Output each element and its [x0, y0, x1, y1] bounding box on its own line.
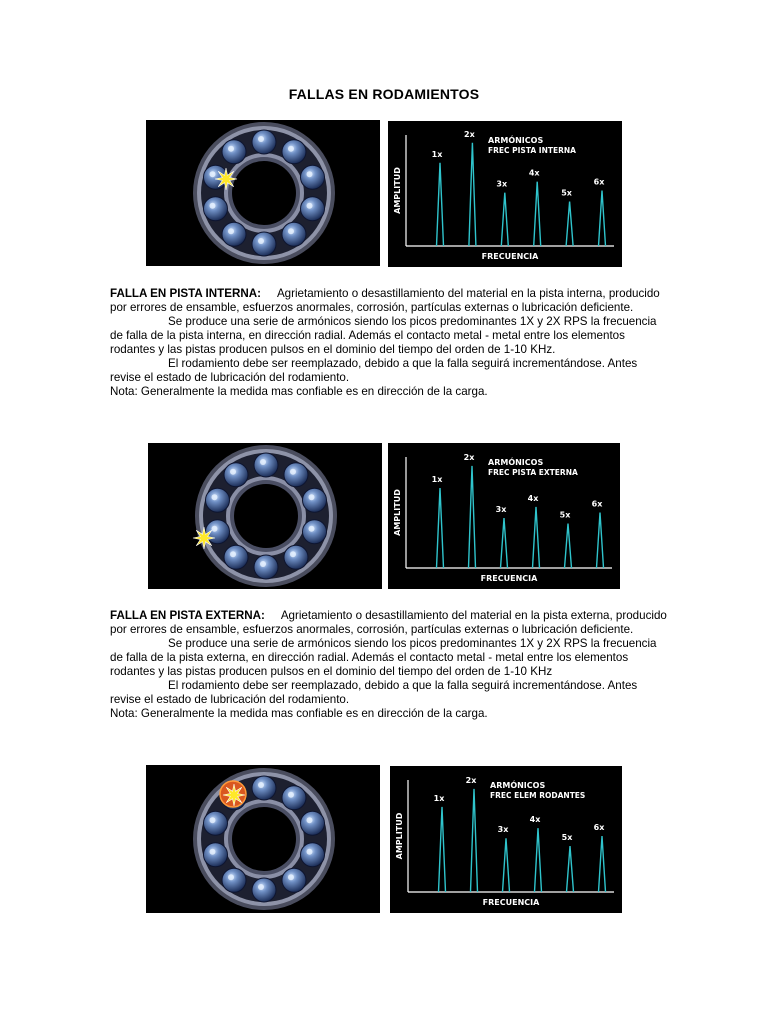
section-paragraph: El rodamiento debe ser reemplazado, debido a que la falla seguirá incrementándose. Antes revise el estado de lubricación del rodamiento.: [110, 357, 638, 384]
rolling-element: [282, 786, 306, 810]
rolling-element: [222, 222, 246, 246]
section-paragraph: Se produce una serie de armónicos siendo los picos predominantes 1X y 2X RPS la frecuencia de falla de la pista externa, en dirección radial. Además el contacto metal - metal entre los elementos rodantes y las pistas producen pulsos en el dominio del tiempo del orden de 1-10 KHz: [110, 637, 657, 678]
rolling-element: [203, 197, 227, 221]
peak-label-2x: 2x: [464, 129, 475, 139]
rolling-element: [303, 520, 327, 544]
rolling-element: [282, 868, 306, 892]
chart-title: ARMÓNICOS: [490, 781, 546, 790]
peak-label-1x: 1x: [431, 149, 443, 159]
section-note: Nota: Generalmente la medida mas confiable es en dirección de la carga.: [110, 385, 488, 398]
rolling-element: [224, 463, 248, 487]
peak-label-3x: 3x: [495, 505, 507, 515]
peak-label-2x: 2x: [465, 775, 477, 785]
section-paragraph: El rodamiento debe ser reemplazado, debido a que la falla seguirá incrementándose. Antes revise el estado de lubricación del rodamiento.: [110, 679, 638, 706]
y-axis-label: AMPLITUD: [395, 812, 404, 860]
bearing-image-inner-race: [146, 120, 380, 266]
peak-label-4x: 4x: [527, 493, 539, 503]
section-intro: Agrietamiento o desastillamiento del material en la pista externa, producido por errores de ensamble, esfuerzos anormales, corrosión, partículas externas o lubricación deficiente.: [110, 609, 667, 636]
peak-label-6x: 6x: [593, 823, 605, 832]
section-intro: Agrietamiento o desastillamiento del material en la pista interna, producido por errores de ensamble, esfuerzos anormales, corrosión, partículas externas o lubricación deficiente.: [110, 287, 660, 314]
fault-spark: [215, 168, 237, 190]
peak-label-3x: 3x: [496, 179, 508, 189]
section-note: Nota: Generalmente la medida mas confiable es en dirección de la carga.: [110, 707, 488, 720]
rolling-element: [252, 776, 276, 800]
chart-subtitle: FREC PISTA EXTERNA: [488, 468, 578, 477]
bearing-image-outer-race: [148, 443, 382, 589]
x-axis-label: FRECUENCIA: [481, 252, 539, 261]
section-inner-race: [110, 287, 670, 399]
fault-spark: [193, 527, 215, 549]
peak-label-1x: 1x: [433, 793, 445, 803]
y-axis-label: AMPLITUD: [393, 167, 402, 214]
peak-label-1x: 1x: [431, 475, 443, 485]
peak-label-4x: 4x: [528, 168, 540, 178]
chart-title: ARMÓNICOS: [488, 136, 544, 145]
peak-label-3x: 3x: [497, 825, 509, 835]
rolling-element: [282, 140, 306, 164]
chart-subtitle: FREC ELEM RODANTES: [490, 791, 586, 800]
rolling-element: [284, 545, 308, 569]
rolling-element: [301, 843, 325, 867]
rolling-element: [252, 232, 276, 256]
rolling-element: [282, 222, 306, 246]
rolling-element: [224, 545, 248, 569]
section-paragraph: Se produce una serie de armónicos siendo los picos predominantes 1X y 2X RPS la frecuencia de falla de la pista interna, en dirección radial. Además el contacto metal - metal entre los elementos rodantes y las pistas producen pulsos en el dominio del tiempo del orden de 1-10 KHz.: [110, 315, 657, 356]
rolling-element: [284, 463, 308, 487]
rolling-element: [205, 488, 229, 512]
peak-label-6x: 6x: [593, 177, 605, 187]
section-heading: FALLA EN PISTA INTERNA:: [110, 287, 261, 300]
peak-label-5x: 5x: [561, 833, 573, 843]
rolling-element: [303, 488, 327, 512]
page-title: FALLAS EN RODAMIENTOS: [288, 86, 480, 102]
chart-title: ARMÓNICOS: [488, 458, 544, 467]
peak-label-6x: 6x: [591, 499, 603, 509]
section-outer-race: [110, 609, 670, 721]
rolling-element: [222, 868, 246, 892]
chart-subtitle: FREC PISTA INTERNA: [488, 146, 576, 155]
rolling-element: [222, 140, 246, 164]
peak-label-5x: 5x: [559, 510, 571, 520]
spectrum-chart-inner-race: [388, 121, 622, 267]
spectrum-chart-outer-race: [388, 443, 620, 589]
spectrum-chart-rolling-element: [390, 766, 622, 913]
rolling-element: [203, 843, 227, 867]
x-axis-label: FRECUENCIA: [482, 898, 540, 907]
rolling-element: [254, 453, 278, 477]
peak-label-5x: 5x: [561, 188, 572, 198]
rolling-element: [301, 165, 325, 189]
rolling-element: [203, 811, 227, 835]
peak-label-2x: 2x: [463, 452, 475, 462]
rolling-element: [254, 555, 278, 579]
y-axis-label: AMPLITUD: [393, 489, 402, 536]
peak-label-4x: 4x: [529, 815, 541, 825]
rolling-element: [252, 130, 276, 154]
bearing-image-rolling-element: [146, 765, 380, 913]
rolling-element: [252, 878, 276, 902]
x-axis-label: FRECUENCIA: [480, 574, 538, 583]
rolling-element: [301, 197, 325, 221]
section-heading: FALLA EN PISTA EXTERNA:: [110, 609, 265, 622]
fault-spark: [223, 784, 245, 806]
rolling-element: [301, 811, 325, 835]
